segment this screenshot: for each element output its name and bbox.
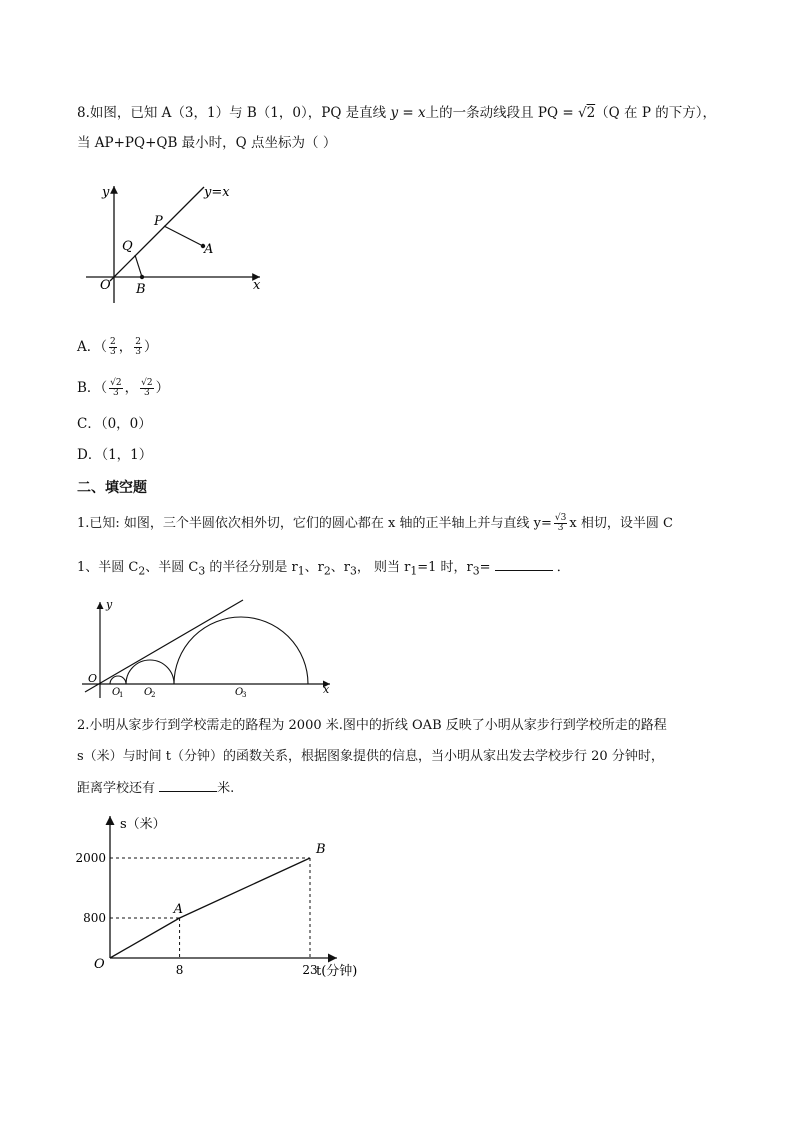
svg-text:O: O xyxy=(112,687,121,698)
q8-line1: 8.如图，已知 A（3，1）与 B（1，0），PQ 是直线 y = x上的一条动线段且 PQ = √2（Q 在 P 的下方）， xyxy=(77,105,716,121)
svg-text:2: 2 xyxy=(151,691,156,699)
f1-figure xyxy=(80,598,340,700)
svg-text:O: O xyxy=(144,687,153,698)
q8-figure xyxy=(80,178,280,298)
option-c: C．（0，0） xyxy=(77,416,152,432)
label-Q: Q xyxy=(122,239,133,254)
y-tick-2000: 2000 xyxy=(75,851,106,865)
equation-y-eq-x: y = x xyxy=(390,105,426,121)
distance-time-chart xyxy=(70,810,370,985)
f1-line2: 1、半圆 $C_2$、半圆 $C_3$ 的半径分别是 $r_1$、$r_2$、$r_3$， 则当 $r_1=1$ 时，$r_3=$ ． xyxy=(77,556,570,582)
chart-y-label: s（米） xyxy=(120,817,166,832)
f2-line1: 2.小明从家步行到学校需走的路程为 2000 米.图中的折线 OAB 反映了小明从家步行到学校所走的路程 xyxy=(77,718,667,733)
label-A: A xyxy=(204,242,214,257)
y-tick-800: 800 xyxy=(83,911,106,925)
point-label-B: B xyxy=(316,842,326,857)
answer-blank-2[interactable] xyxy=(159,777,217,792)
label-line: y=x xyxy=(204,185,230,200)
tangent-line xyxy=(85,600,243,692)
answer-blank-1[interactable] xyxy=(495,556,553,571)
sqrt-2: 2 xyxy=(586,105,596,121)
option-b: B．（ $\frac{√2}{3}$ ， $\frac{√2}{3}$ ） xyxy=(77,378,170,398)
semicircle-3 xyxy=(174,617,308,684)
section-title: 二、填空题 xyxy=(77,480,147,496)
x-tick-23: 23 xyxy=(302,963,318,977)
f2-line2: s（米）与时间 t（分钟）的函数关系，根据图象提供的信息，当小明从家出发去学校步行 20 分钟时， xyxy=(77,749,664,764)
series-line-OAB xyxy=(110,858,310,958)
svg-text:O: O xyxy=(88,672,98,685)
segment-PA xyxy=(164,226,203,246)
q8-line2: 当 AP+PQ+QB 最小时，Q 点坐标为（ ） xyxy=(77,135,337,151)
option-d: D．（1，1） xyxy=(77,447,153,463)
f2-line3: 距离学校还有 米. xyxy=(77,777,234,799)
svg-text:O: O xyxy=(235,687,244,698)
svg-text:3: 3 xyxy=(242,691,247,699)
point-label-A: A xyxy=(173,902,183,917)
point-B xyxy=(140,275,144,279)
chart-x-label: t(分钟) xyxy=(316,964,358,979)
chart-origin: O xyxy=(94,957,105,972)
label-B: B xyxy=(136,282,146,297)
f1-line1: 1.已知: 如图，三个半圆依次相外切，它们的圆心都在 x 轴的正半轴上并与直线 y= $\frac{√3}{3}$ x 相切，设半圆 C xyxy=(77,513,673,533)
svg-text:1: 1 xyxy=(119,691,124,699)
label-y: y xyxy=(102,185,110,200)
x-tick-8: 8 xyxy=(175,963,184,977)
label-O: O xyxy=(100,278,111,293)
label-x: x xyxy=(253,278,261,293)
segment-QB xyxy=(135,255,142,277)
q8-line-y-eq-x xyxy=(110,187,204,281)
label-P: P xyxy=(154,214,163,229)
semicircle-1 xyxy=(110,676,126,684)
svg-text:x: x xyxy=(323,683,330,696)
option-a: A．（ $\frac{2}{3}$ ， $\frac{2}{3}$ ） xyxy=(77,337,158,357)
svg-text:y: y xyxy=(106,598,113,611)
